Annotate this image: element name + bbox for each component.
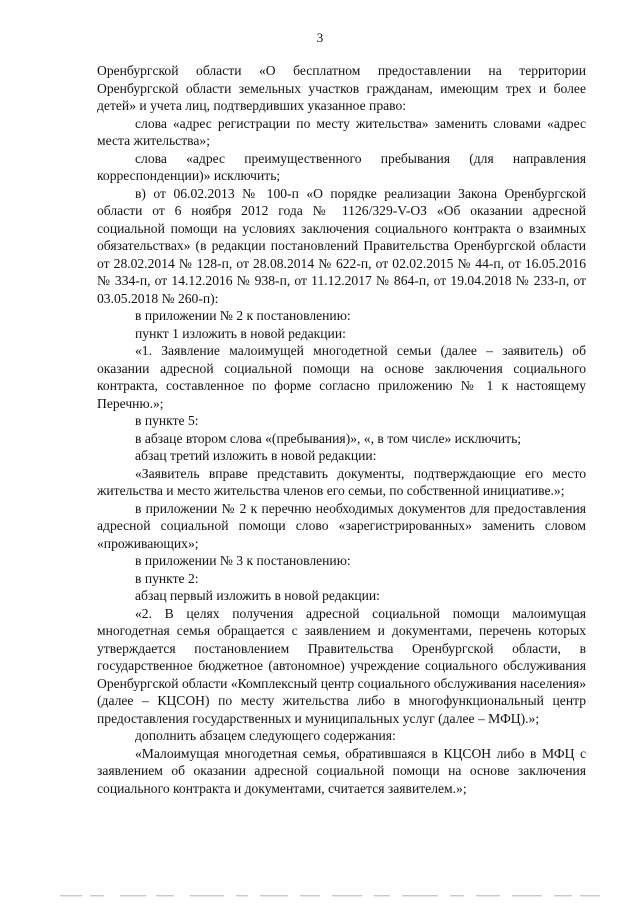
paragraph: «Малоимущая многодетная семья, обратившаяся в КЦСОН либо в МФЦ с заявлением об оказании адресной социальной помощи на основе заключения социального контракта и документами, считается заявителем.»; [97,745,586,796]
paragraph: «1. Заявление малоимущей многодетной семьи (далее – заявитель) об оказании адресной социальной помощи на основе заключения социального контракта, составленное по форме согласно приложению № 1 к настоящему Перечню.»; [97,343,586,411]
paragraph: абзац третий изложить в новой редакции: [135,448,377,463]
paragraph: в пункте 5: [135,413,199,428]
paragraph: абзац первый изложить в новой редакции: [135,588,380,603]
scan-artifact-bleed-through [60,892,600,900]
paragraph: «2. В целях получения адресной социальной помощи малоимущая многодетная семья обращается с заявлением и документами, перечень которых утверждается постановлением Правительства Оренбургской области, в государственное бюджетное (автономное) учреждение социального обслуживания Оренбургской области «Комплексный центр социального обслуживания населения» (далее – КЦСОН) по месту жительства либо в многофункциональный центр предоставления государственных и муниципальных услуг (далее – МФЦ).»; [97,605,586,726]
paragraph: в приложении № 2 к перечню необходимых документов для предоставления адресной социальной помощи слово «зарегистрированных» заменить словом «проживающих»; [97,500,586,551]
paragraph: «Заявитель вправе представить документы, подтверждающие его место жительства и место жительства членов его семьи, по собственной инициативе.»; [97,465,586,498]
paragraph: в пункте 2: [135,570,199,586]
paragraph: в приложении № 2 к постановлению: [135,308,351,323]
paragraph: слова «адрес регистрации по месту жительства» заменить словами «адрес места жительства»; [97,115,586,148]
page-number: 3 [316,30,324,45]
paragraph: в абзаце втором слова «(пребывания)», «, в том числе» исключить; [135,430,522,446]
document-body [97,62,586,797]
paragraph: пункт 1 изложить в новой редакции: [135,325,346,341]
paragraph: в приложении № 3 к постановлению: [135,553,351,568]
paragraph-continuation: Оренбургской области «О бесплатном предоставлении на территории Оренбургской области земельных участков гражданам, имеющим трех и более детей» и учета лиц, подтвердивших указанное право: [97,63,586,113]
paragraph: дополнить абзацем следующего содержания: [135,728,396,743]
paragraph: в) от 06.02.2013 № 100-п «О порядке реализации Закона Оренбургской области от 6 ноября 2012 года № 1126/329-V-ОЗ «Об оказании адресной социальной помощи на условиях заключения социального контракта о взаимных обязательствах» (в редакции постановлений Правительства Оренбургской области от 28.02.2014 № 128-п, от 28.08.2014 № 622-п, от 02.02.2015 № 44-п, от 16.05.2016 № 334-п, от 14.12.2016 № 938-п, от 11.12.2017 № 864-п, от 19.04.2018 № 233-п, от 03.05.2018 № 260-п): [97,185,586,306]
paragraph: слова «адрес преимущественного пребывания (для направления корреспонденции)» исключить; [97,150,586,183]
